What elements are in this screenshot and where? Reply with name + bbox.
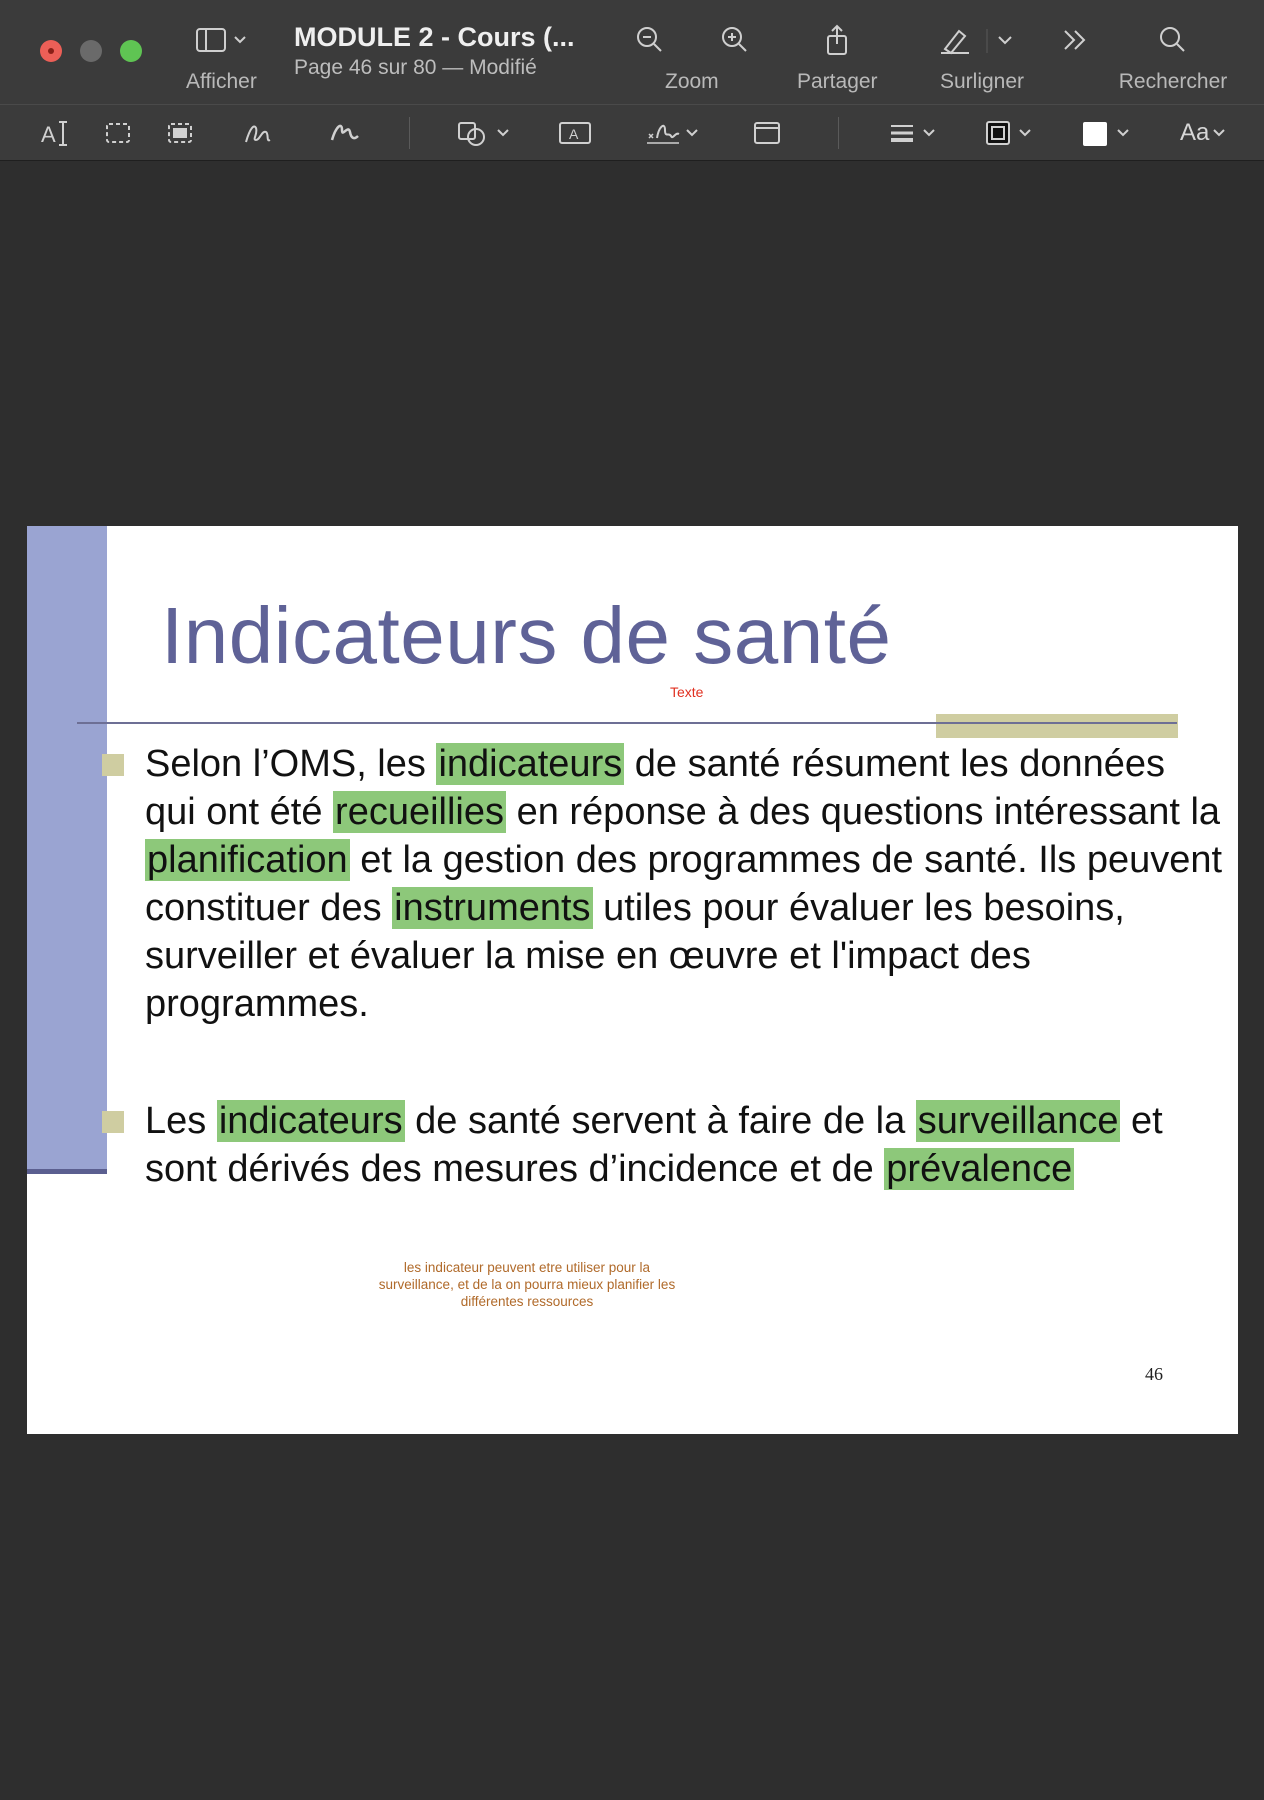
search-button[interactable] <box>1113 22 1233 94</box>
line-style-tool[interactable] <box>888 115 944 151</box>
shapes-icon <box>456 118 514 148</box>
zoom-out-icon <box>635 22 665 58</box>
window-icon <box>752 119 782 147</box>
text-selection-tool[interactable] <box>40 115 70 151</box>
text-run: de santé résument les données qui ont été <box>145 743 1166 833</box>
slide-title: Indicateurs de santé <box>161 591 892 680</box>
slide-side-band <box>27 526 107 1174</box>
search-icon <box>1113 22 1233 58</box>
zoom-in-icon <box>720 22 750 58</box>
zoom-out-button[interactable] <box>635 22 665 58</box>
title-rule-accent <box>936 714 1178 738</box>
document-subtitle: Page 46 sur 80 — Modifié <box>294 56 537 79</box>
text-cursor-icon <box>40 118 70 148</box>
text-run: et la gestion des programmes de santé. Ils peuvent constituer des <box>145 839 1223 929</box>
text-run: Les <box>145 1100 217 1142</box>
share-icon <box>822 22 852 58</box>
maximize-window-button[interactable] <box>120 40 142 62</box>
more-tools-button[interactable] <box>1060 22 1090 58</box>
border-color-icon <box>984 118 1040 148</box>
text-run: utiles pour évaluer les besoins, surveiller et évaluer la mise en œuvre et l'impact des programmes. <box>145 887 1125 1025</box>
zoom-label: Zoom <box>665 70 719 93</box>
zoom-in-button[interactable] <box>720 22 750 58</box>
highlighted-word[interactable]: instruments <box>394 887 591 929</box>
svg-text:A: A <box>569 126 579 142</box>
document-title: MODULE 2 - Cours (... <box>294 22 575 52</box>
highlighted-word[interactable]: surveillance <box>917 1100 1119 1142</box>
highlight-label: Surligner <box>939 70 1025 93</box>
text-run: de santé servent à faire de la <box>404 1100 916 1142</box>
text-run: Selon l’OMS, les <box>145 743 437 785</box>
page-layout-tool[interactable] <box>752 115 782 151</box>
bullet-paragraph-1 <box>145 740 1225 1028</box>
shapes-tool[interactable] <box>456 115 514 151</box>
toolbar-divider <box>409 117 410 149</box>
toolbar-divider <box>838 117 839 149</box>
highlighted-word[interactable]: recueillies <box>335 791 505 833</box>
minimize-window-button[interactable] <box>80 40 102 62</box>
text-box-icon <box>558 119 592 147</box>
text-run: en réponse à des questions intéressant la <box>506 791 1221 833</box>
sketch-tool[interactable] <box>242 115 274 151</box>
bullet-marker <box>102 1111 124 1133</box>
fill-color-icon <box>1080 118 1136 148</box>
pdf-page <box>27 526 1238 1434</box>
title-bar <box>0 0 1264 105</box>
text-style-label: Aa <box>1180 119 1210 146</box>
slide-side-band-edge <box>27 1169 107 1174</box>
sketch-icon <box>242 118 274 148</box>
highlighted-word[interactable]: indicateurs <box>218 1100 403 1142</box>
bullet-paragraph-2 <box>145 1097 1235 1193</box>
page-number: 46 <box>1145 1364 1163 1384</box>
text-style-tool[interactable] <box>1180 115 1231 151</box>
border-color-tool[interactable] <box>984 115 1040 151</box>
text-run: et sont dérivés des mesures d’incidence et de <box>145 1100 1163 1190</box>
text-annotation[interactable]: Texte <box>670 684 704 700</box>
fill-color-tool[interactable] <box>1080 115 1136 151</box>
share-label: Partager <box>797 70 878 93</box>
highlighter-icon <box>937 22 1027 58</box>
comment-annotation[interactable]: les indicateur peuvent etre utiliser pour la surveillance, et de la on pourra mieux planifier les différentes ressources <box>378 1260 676 1309</box>
search-label: Rechercher <box>1118 70 1228 93</box>
signature-tool[interactable] <box>645 115 703 151</box>
share-button[interactable] <box>797 22 878 94</box>
title-rule <box>77 722 1177 724</box>
dashed-rectangle-icon <box>104 119 132 147</box>
highlighted-word[interactable]: planification <box>147 839 348 881</box>
sidebar-icon <box>193 22 249 58</box>
signature-icon <box>645 118 703 148</box>
view-label: Afficher <box>186 70 257 93</box>
svg-text:A: A <box>41 122 56 147</box>
pen-scribble-icon <box>328 118 360 148</box>
highlighted-word[interactable]: prévalence <box>886 1148 1073 1190</box>
draw-tool[interactable] <box>328 115 360 151</box>
instant-alpha-tool[interactable] <box>166 115 194 151</box>
highlight-button[interactable] <box>937 22 1027 94</box>
bullet-marker <box>102 754 124 776</box>
rectangular-selection-tool[interactable] <box>104 115 132 151</box>
close-window-button[interactable] <box>40 40 62 62</box>
chevron-down-icon <box>1209 118 1231 148</box>
double-chevron-right-icon <box>1060 22 1090 58</box>
selection-fill-icon <box>166 119 194 147</box>
text-box-tool[interactable] <box>558 115 592 151</box>
highlighted-word[interactable]: indicateurs <box>438 743 623 785</box>
line-style-icon <box>888 118 944 148</box>
view-button[interactable] <box>186 22 257 94</box>
